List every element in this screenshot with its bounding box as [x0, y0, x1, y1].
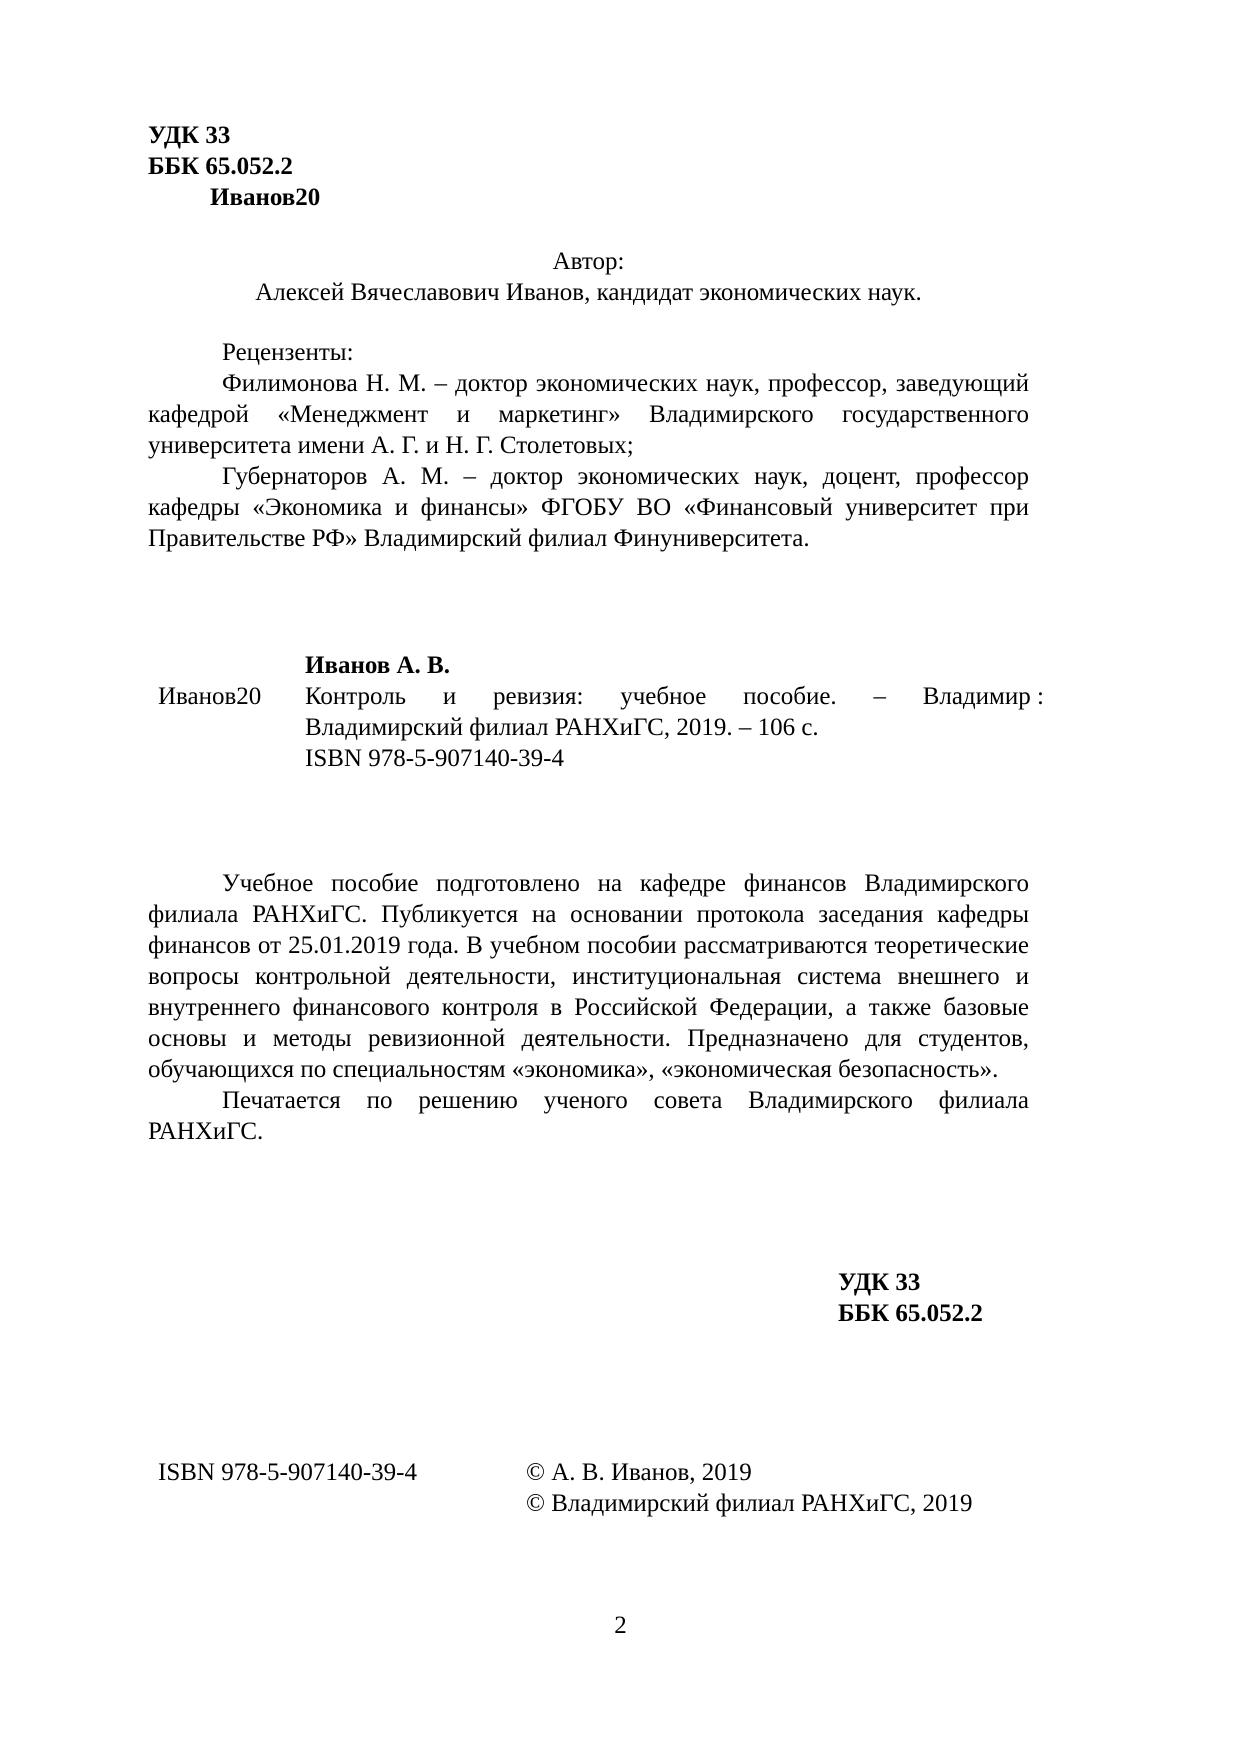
annotation-block [148, 868, 1029, 1147]
reviewers-label: Рецензенты: [222, 339, 354, 366]
bbk-code-bottom: ББК 65.052.2 [838, 1300, 983, 1327]
imprint-block [158, 1457, 1058, 1519]
bbk-code: ББК 65.052.2 [148, 153, 293, 180]
copyright-publisher: © Владимирский филиал РАНХиГС, 2019 [526, 1490, 973, 1517]
biblio-author-code: Иванов20 [158, 683, 262, 710]
title-word: учебное [620, 683, 707, 710]
classification-codes-top [148, 120, 320, 213]
biblio-title-line [305, 681, 1044, 712]
author-block [148, 246, 1029, 308]
udk-code: УДК 33 [148, 122, 231, 149]
annotation-paragraph-1: Учебное пособие подготовлено на кафедре финансов Владимирского филиала РАНХиГС. Публикуется на основании протокола заседания кафедры финансов от 25.01.2019 года. В учебном пособии рассматриваются теоретические вопросы контрольной деятельности, институциональная система внешнего и внутреннего финансового контроля в Российской Федерации, а также базовые основы и методы ревизионной деятельности. Предназначено для студентов, обучающихся по специальностям «экономика», «экономическая безопасность». [148, 870, 1029, 1083]
title-word: Контроль [305, 683, 407, 710]
title-word: и [442, 683, 457, 710]
title-word: – [873, 683, 886, 710]
title-word: пособие. [743, 683, 837, 710]
author-name: Алексей Вячеславович Иванов, кандидат экономических наук. [255, 279, 922, 306]
author-sign-code: Иванов20 [210, 184, 321, 211]
author-label: Автор: [552, 248, 625, 275]
biblio-author-heading: Иванов А. В. [305, 652, 450, 679]
biblio-isbn-line: ISBN 978-5-907140-39-4 [305, 745, 565, 772]
copyright-author: © А. В. Иванов, 2019 [526, 1459, 752, 1486]
reviewer-entry-2: Губернаторов А. М. – доктор экономических наук, доцент, профессор кафедры «Экономика и финансы» ФГОБУ ВО «Финансовый университет при Правительстве РФ» Владимирский филиал Финуниверситета. [148, 463, 1029, 552]
imprint-isbn: ISBN 978-5-907140-39-4 [158, 1459, 418, 1486]
title-word: Владимир : [922, 683, 1044, 710]
biblio-publisher-line: Владимирский филиал РАНХиГС, 2019. – 106 с. [305, 714, 819, 741]
reviewer-entry-1: Филимонова Н. М. – доктор экономических наук, профессор, заведующий кафедрой «Менеджмент и маркетинг» Владимирского государственного университета имени А. Г. и Н. Г. Столетовых; [148, 370, 1029, 459]
annotation-paragraph-2: Печатается по решению ученого совета Владимирского филиала РАНХиГС. [148, 1087, 1029, 1145]
classification-codes-bottom [838, 1267, 983, 1329]
title-word: ревизия: [492, 683, 584, 710]
udk-code-bottom: УДК 33 [838, 1269, 921, 1296]
reviewers-block [148, 337, 1029, 554]
page-number: 2 [614, 1612, 627, 1639]
bibliographic-record [158, 650, 1044, 774]
